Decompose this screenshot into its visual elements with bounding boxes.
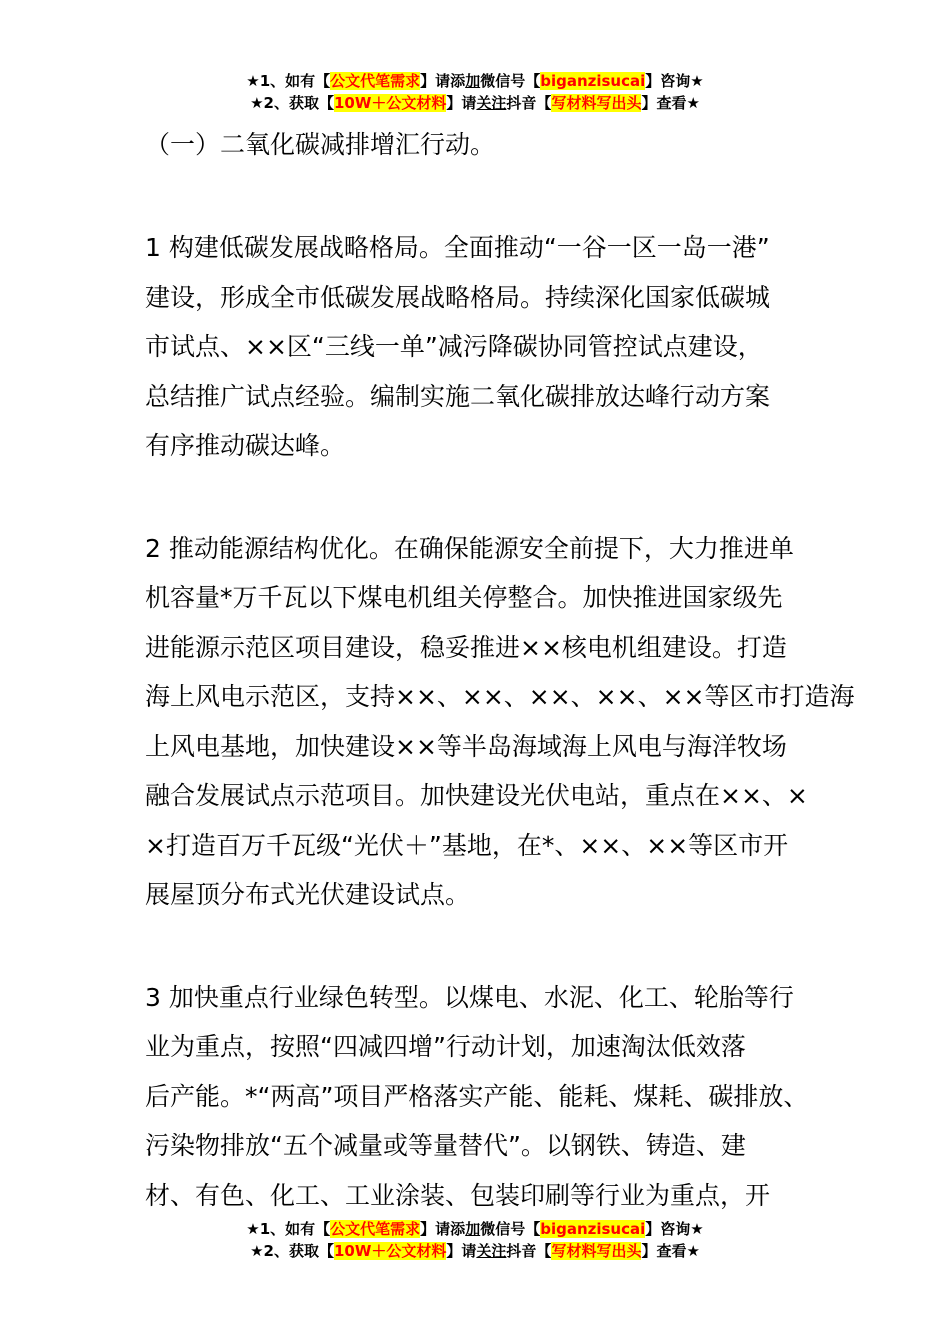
paragraph-line: 1 构建低碳发展战略格局。全面推动“一谷一区一岛一港” <box>145 233 770 262</box>
banner-text: 抖音【 <box>506 1242 552 1260</box>
paragraph-3 <box>145 973 825 1221</box>
paragraph-line: 业为重点，按照“四减四增”行动计划，加速淘汰低效落 <box>145 1032 746 1061</box>
banner-line-1 <box>0 1218 950 1240</box>
paragraph-line: 机容量*万千瓦以下煤电机组关停整合。加快推进国家级先 <box>145 583 783 612</box>
banner-text: 微信号【 <box>480 72 541 90</box>
paragraph-line: 有序推动碳达峰。 <box>145 431 346 460</box>
paragraph-line: 污染物排放“五个减量或等量替代”。以钢铁、铸造、建 <box>145 1131 746 1160</box>
banner-text: ★1、如有【 <box>246 72 331 90</box>
banner-text: 】咨询★ <box>645 1220 704 1238</box>
banner-text: 】请 <box>446 1242 477 1260</box>
banner-text: 】请添 <box>420 72 466 90</box>
banner-line-1 <box>0 70 950 92</box>
banner-text: ★2、获取【 <box>250 1242 334 1260</box>
banner-text-underlined: 关注 <box>476 94 507 112</box>
paragraph-line: 上风电基地，加快建设××等半岛海域海上风电与海洋牧场 <box>145 731 787 761</box>
banner-text: ★1、如有【 <box>246 1220 331 1238</box>
paragraph-line: 建设，形成全市低碳发展战略格局。持续深化国家低碳城 <box>145 282 771 312</box>
banner-line-2 <box>0 1240 950 1262</box>
highlight-service: 公文代笔需求 <box>330 1220 421 1238</box>
bottom-banner <box>0 1218 950 1262</box>
paragraph-line: 后产能。*“两高”项目严格落实产能、能耗、煤耗、碳排放、 <box>145 1081 809 1111</box>
paragraph-line: 材、有色、化工、工业涂装、包装印刷等行业为重点，开 <box>145 1180 771 1210</box>
banner-text: ★2、获取【 <box>250 94 334 112</box>
paragraph-line: 展屋顶分布式光伏建设试点。 <box>145 880 471 909</box>
highlight-service: 公文代笔需求 <box>330 72 421 90</box>
banner-text-underlined: 关注 <box>476 1242 507 1260</box>
section-heading: （一）二氧化碳减排增汇行动。 <box>145 130 496 159</box>
paragraph-line: 市试点、××区“三线一单”减污降碳协同管控试点建设， <box>145 332 763 361</box>
paragraph-line: 总结推广试点经验。编制实施二氧化碳排放达峰行动方案 <box>145 381 771 411</box>
banner-text: 抖音【 <box>506 94 552 112</box>
highlight-materials: 10W＋公文材料 <box>333 94 447 112</box>
banner-text: 微信号【 <box>480 1220 541 1238</box>
banner-text-underlined: 加 <box>465 72 481 90</box>
banner-text: 】请添 <box>420 1220 466 1238</box>
highlight-wechat-id: biganzisucai <box>540 72 646 90</box>
paragraph-2 <box>145 524 855 920</box>
highlight-douyin-account: 写材料写出头 <box>551 94 642 112</box>
document-body <box>145 128 855 1220</box>
banner-text: 】请 <box>446 94 477 112</box>
paragraph-line: 海上风电示范区，支持××、××、××、××、××等区市打造海 <box>145 682 855 711</box>
top-banner <box>0 70 950 114</box>
banner-line-2 <box>0 92 950 114</box>
highlight-wechat-id: biganzisucai <box>540 1220 646 1238</box>
banner-text-underlined: 加 <box>465 1220 481 1238</box>
paragraph-line: 3 加快重点行业绿色转型。以煤电、水泥、化工、轮胎等行 <box>145 982 794 1012</box>
paragraph-1 <box>145 223 825 471</box>
paragraph-line: 融合发展试点示范项目。加快建设光伏电站，重点在××、× <box>145 781 808 810</box>
paragraph-line: 进能源示范区项目建设，稳妥推进××核电机组建设。打造 <box>145 632 787 662</box>
banner-text: 】咨询★ <box>645 72 704 90</box>
highlight-douyin-account: 写材料写出头 <box>551 1242 642 1260</box>
banner-text: 】查看★ <box>641 94 700 112</box>
paragraph-line: 2 推动能源结构优化。在确保能源安全前提下，大力推进单 <box>145 533 794 563</box>
paragraph-line: ×打造百万千瓦级“光伏＋”基地，在*、××、××等区市开 <box>145 830 789 860</box>
highlight-materials: 10W＋公文材料 <box>333 1242 447 1260</box>
banner-text: 】查看★ <box>641 1242 700 1260</box>
